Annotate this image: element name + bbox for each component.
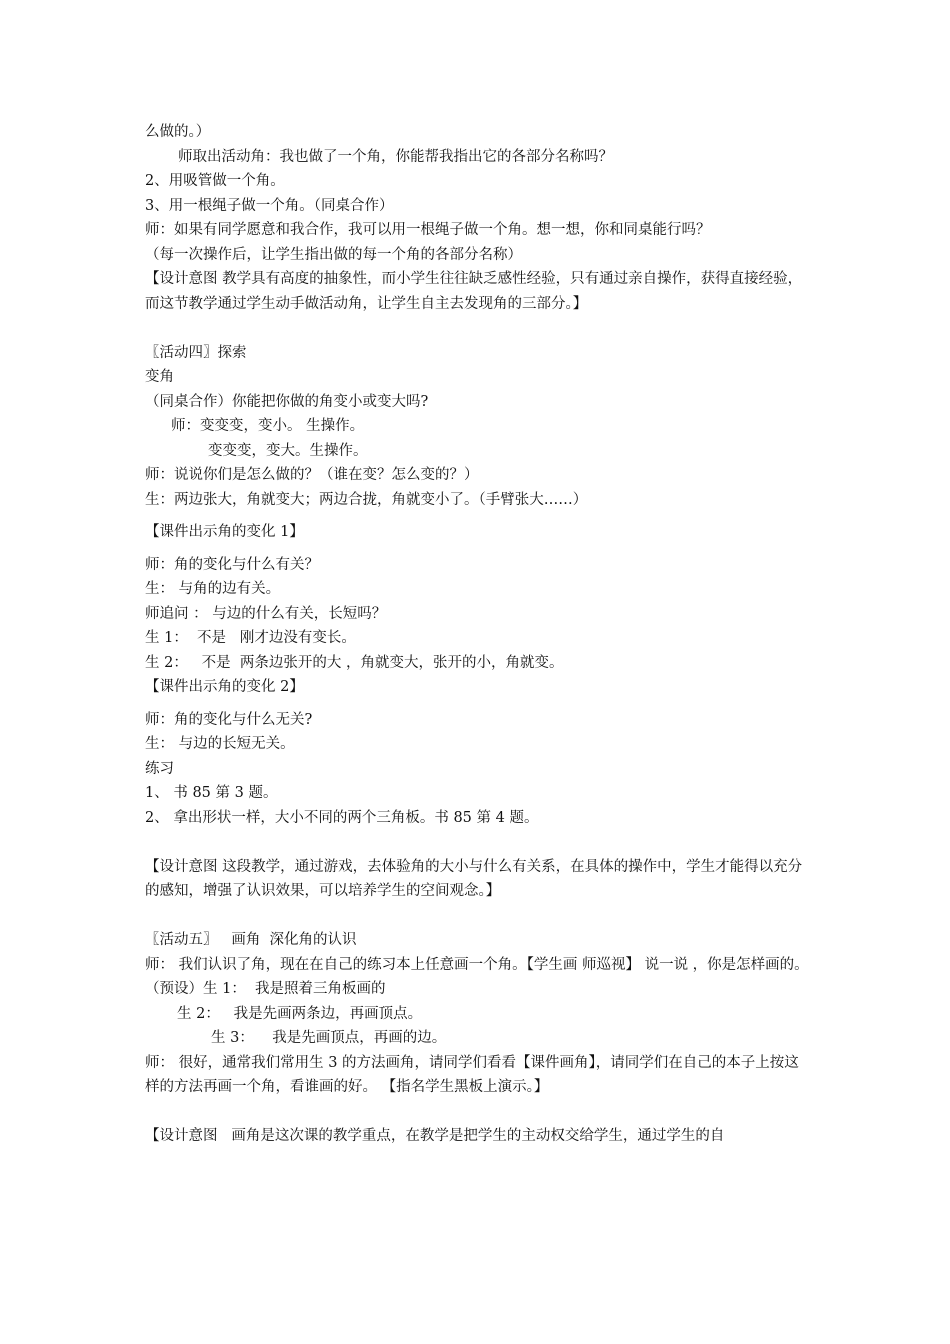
text-line: 师：说说你们是怎么做的？（谁在变？怎么变的？）	[145, 467, 479, 483]
text-line: 变角	[145, 369, 174, 385]
text-line: （预设）生 1： 我是照着三角板画的	[145, 981, 386, 997]
text-line: 师：变变变，变小。 生操作。	[171, 418, 365, 434]
design-intent-paragraph: 【设计意图 画角是这次课的教学重点，在教学是把学生的主动权交给学生，通过学生的自	[145, 1128, 725, 1144]
document-body	[145, 120, 810, 1149]
text-line: 生 2： 不是 两条边张开的大 ，角就变大，张开的小，角就变。	[145, 654, 564, 671]
text-line: 师追问 ： 与边的什么有关，长短吗？	[145, 605, 387, 622]
text-line: 2、 拿出形状一样，大小不同的两个三角板。书 85 第 4 题。	[145, 809, 539, 826]
text-line: 师：如果有同学愿意和我合作，我可以用一根绳子做一个角。想一想，你和同桌能行吗？	[145, 222, 711, 238]
text-line: 生 3： 我是先画顶点，再画的边。	[211, 1030, 447, 1046]
text-line: 生 2： 我是先画两条边，再画顶点。	[177, 1005, 423, 1022]
text-line: 师：角的变化与什么有关？	[145, 556, 319, 573]
text-line: 3、用一根绳子做一个角。（同桌合作）	[145, 197, 394, 214]
text-line: 2、用吸管做一个角。	[145, 173, 285, 189]
text-line: 1、 书 85 第 3 题。	[145, 785, 278, 801]
courseware-note: 【课件出示角的变化 1】	[145, 524, 304, 540]
text-line: 生 1： 不是 刚才边没有变长。	[145, 630, 356, 646]
text-line: 师：角的变化与什么无关?	[145, 711, 313, 728]
text-line: 生： 与边的长短无关。	[145, 736, 295, 752]
text-paragraph: 师： 很好，通常我们常用生 3 的方法画角，请同学们看看【课件画角】，请同学们在自己的本子上按这样的方法再画一个角，看谁画的好。 【指名学生黑板上演示。】	[145, 1054, 799, 1095]
text-paragraph: 师： 我们认识了角，现在在自己的练习本上任意画一个角。【学生画 师巡视】 说一说 ，你是怎样画的。	[145, 956, 809, 973]
text-line: 生：两边张大，角就变大；两边合拢，角就变小了。（手臂张大……）	[145, 491, 588, 508]
text-line: （每一次操作后，让学生指出做的每一个角的各部分名称）	[145, 246, 522, 263]
text-line: 生： 与角的边有关。	[145, 581, 281, 597]
courseware-note: 【课件出示角的变化 2】	[145, 679, 304, 695]
text-line: 变变变，变大。生操作。	[208, 442, 368, 459]
design-intent-paragraph: 【设计意图 这段教学，通过游戏，去体验角的大小与什么有关系，在具体的操作中，学生才能得以充分的感知，增强了认识效果，可以培养学生的空间观念。】	[145, 858, 803, 899]
text-line: 练习	[145, 760, 174, 777]
text-line: （同桌合作）你能把你做的角变小或变大吗?	[145, 393, 429, 410]
section-heading: 〖活动五〗 画角 深化角的认识	[145, 932, 357, 948]
text-line: 师取出活动角：我也做了一个角，你能帮我指出它的各部分名称吗？	[178, 148, 613, 165]
section-heading: 〖活动四〗探索	[145, 344, 247, 361]
design-intent-paragraph: 【设计意图 教学具有高度的抽象性，而小学生往往缺乏感性经验，只有通过亲自操作，获得直接经验，而这节教学通过学生动手做活动角，让学生自主去发现角的三部分。】	[145, 271, 803, 312]
text-line: 么做的。）	[145, 124, 211, 140]
